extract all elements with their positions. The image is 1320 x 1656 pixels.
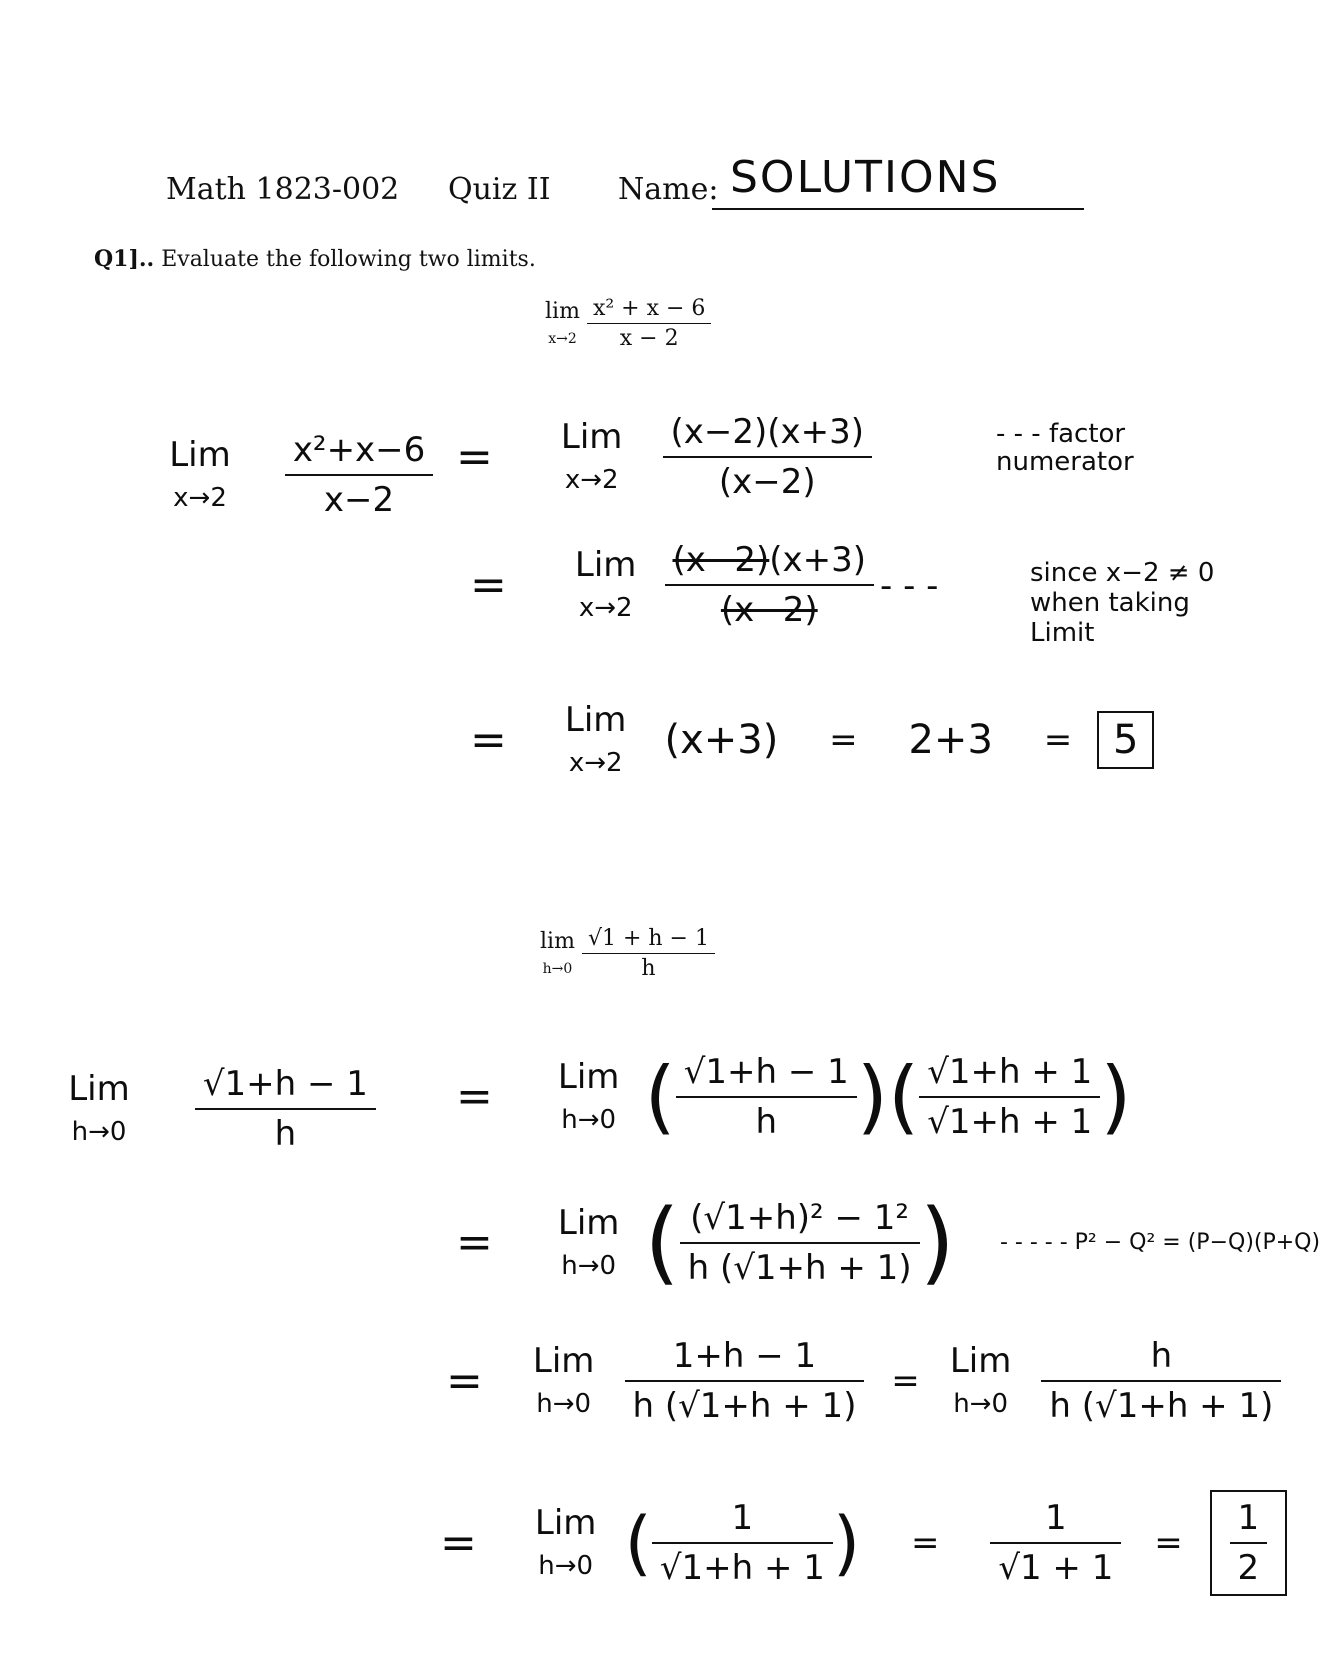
fraction-denominator: √1+h + 1 — [927, 1101, 1093, 1142]
fraction-denominator: h — [641, 956, 656, 981]
equals-sign: = — [1043, 720, 1073, 760]
lim-text: Lim — [68, 1069, 130, 1109]
fraction-numerator: √1 + h − 1 — [582, 926, 715, 954]
fraction-numerator: x²+x−6 — [285, 430, 433, 476]
equals-sign: = — [470, 714, 507, 766]
cancelled-denominator: (x−2) — [720, 590, 818, 630]
name-label: Name: — [618, 172, 719, 207]
fraction-numerator: 1 — [652, 1498, 833, 1544]
lim-subscript: x→2 — [578, 593, 633, 623]
solution1-lhs — [160, 430, 433, 520]
lim-subscript: h→0 — [538, 1551, 594, 1581]
equals-sign: = — [456, 431, 493, 483]
lim-text: Lim — [169, 435, 231, 475]
lim-text: Lim — [534, 1503, 597, 1543]
fraction-denominator: h — [755, 1101, 778, 1142]
equals-sign: = — [446, 1355, 483, 1407]
lim-subscript: h→0 — [71, 1117, 127, 1147]
note-since-nonzero: since x−2 ≠ 0 when taking Limit — [1030, 558, 1215, 648]
limit-expression: (x+3) — [664, 717, 779, 763]
fraction-denominator: (x−2) — [718, 462, 816, 502]
equals-sign: = — [456, 1071, 493, 1122]
equals-sign: = — [440, 1517, 477, 1569]
fraction-denominator: √1+h + 1 — [659, 1548, 825, 1588]
answer-value: 5 — [1113, 717, 1139, 763]
answer-denominator: 2 — [1237, 1548, 1260, 1588]
fraction-denominator: h — [274, 1114, 297, 1154]
evaluated-sum: 2+3 — [908, 717, 993, 763]
equals-sign: = — [470, 559, 507, 611]
lim-text: Lim — [560, 417, 623, 457]
question-label: Q1].. — [94, 246, 155, 272]
lim-subscript: x→2 — [564, 465, 619, 495]
lim-subscript: h→0 — [561, 1250, 617, 1281]
lim-text: Lim — [949, 1341, 1012, 1381]
printed-limit-2 — [540, 926, 715, 981]
fraction-denominator: x−2 — [323, 480, 395, 520]
course-title: Math 1823-002 — [166, 172, 400, 207]
solution1-step2 — [470, 540, 874, 630]
dashes: - - - — [880, 566, 939, 606]
fraction-numerator: x² + x − 6 — [587, 296, 711, 324]
solution2-step2: = Lim h→0 ( $\frac{\text{(√1+h)² − 1²}}{h (√1+h + 1)}$ ) — [456, 1190, 955, 1295]
fraction-denominator: √1 + 1 — [998, 1548, 1114, 1588]
answer-box — [1210, 1490, 1288, 1596]
equals-sign: = — [829, 720, 858, 760]
lim-text: Lim — [532, 1341, 595, 1381]
fraction-numerator: √1+h − 1 — [195, 1064, 376, 1110]
equals-sign: = — [1154, 1523, 1183, 1563]
lim-text: Lim — [574, 545, 637, 585]
lim-subscript: h→0 — [542, 960, 573, 977]
lim-subscript: x→2 — [568, 748, 623, 778]
note-factor-numerator: - - - factor numerator — [996, 419, 1134, 477]
note-difference-of-squares: - - - - - P² − Q² = (P−Q)(P+Q) — [1000, 1230, 1320, 1255]
lim-text: lim — [545, 298, 580, 324]
fraction-numerator: (√1+h)² − 1² — [680, 1198, 920, 1244]
answer-numerator: 1 — [1230, 1498, 1268, 1544]
name-field[interactable] — [712, 152, 1084, 210]
lim-subscript: h→0 — [536, 1389, 592, 1419]
fraction-numerator: √1+h + 1 — [919, 1052, 1100, 1098]
solution2-step3 — [446, 1336, 1281, 1426]
fraction-numerator: (x−2)(x+3) — [663, 412, 873, 458]
printed-limit-1 — [545, 296, 711, 351]
name-value: SOLUTIONS — [730, 152, 1001, 203]
fraction-denominator: h (√1+h + 1) — [632, 1386, 857, 1426]
equals-sign: = — [891, 1361, 920, 1401]
lim-subscript: h→0 — [561, 1104, 617, 1135]
equals-sign: = — [456, 1217, 493, 1268]
question-prompt — [94, 246, 536, 272]
fraction-denominator: x − 2 — [619, 326, 679, 351]
fraction-numerator: 1 — [990, 1498, 1121, 1544]
fraction-numerator: √1+h − 1 — [676, 1052, 857, 1098]
fraction-denominator: h (√1+h + 1) — [1049, 1386, 1274, 1426]
cancelled-factor: (x−2) — [672, 540, 770, 580]
fraction-denominator: h (√1+h + 1) — [687, 1247, 912, 1288]
solution1-step1 — [456, 412, 872, 502]
solution1-step3 — [470, 700, 1154, 780]
solution2-step1: = Lim h→0 ( $\frac{√1+h - 1}{h}$ )( $\frac{√1+h + 1}{√1+h + 1}$ ) — [456, 1050, 1132, 1143]
lim-subscript: h→0 — [953, 1389, 1008, 1419]
fraction-numerator: h — [1041, 1336, 1281, 1382]
lim-subscript: x→2 — [173, 483, 227, 513]
question-text: Evaluate the following two limits. — [161, 247, 536, 272]
answer-box — [1097, 711, 1154, 769]
lim-text: Lim — [557, 1056, 620, 1097]
lim-text: lim — [540, 928, 575, 954]
equals-sign: = — [911, 1523, 940, 1563]
solution2-lhs — [54, 1064, 376, 1154]
quiz-title: Quiz II — [448, 172, 551, 207]
lim-text: Lim — [564, 700, 627, 740]
fraction-numerator: 1+h − 1 — [625, 1336, 865, 1382]
lim-subscript: x→2 — [548, 330, 577, 347]
lim-text: Lim — [557, 1202, 620, 1243]
solution2-step4: = Lim h→0 ( $\frac{1}{√1+h + 1}$ ) = $\frac{1}{√1 + 1}$ = $\frac{1}{2}$ — [440, 1490, 1287, 1596]
remaining-factor: (x+3) — [769, 540, 867, 580]
